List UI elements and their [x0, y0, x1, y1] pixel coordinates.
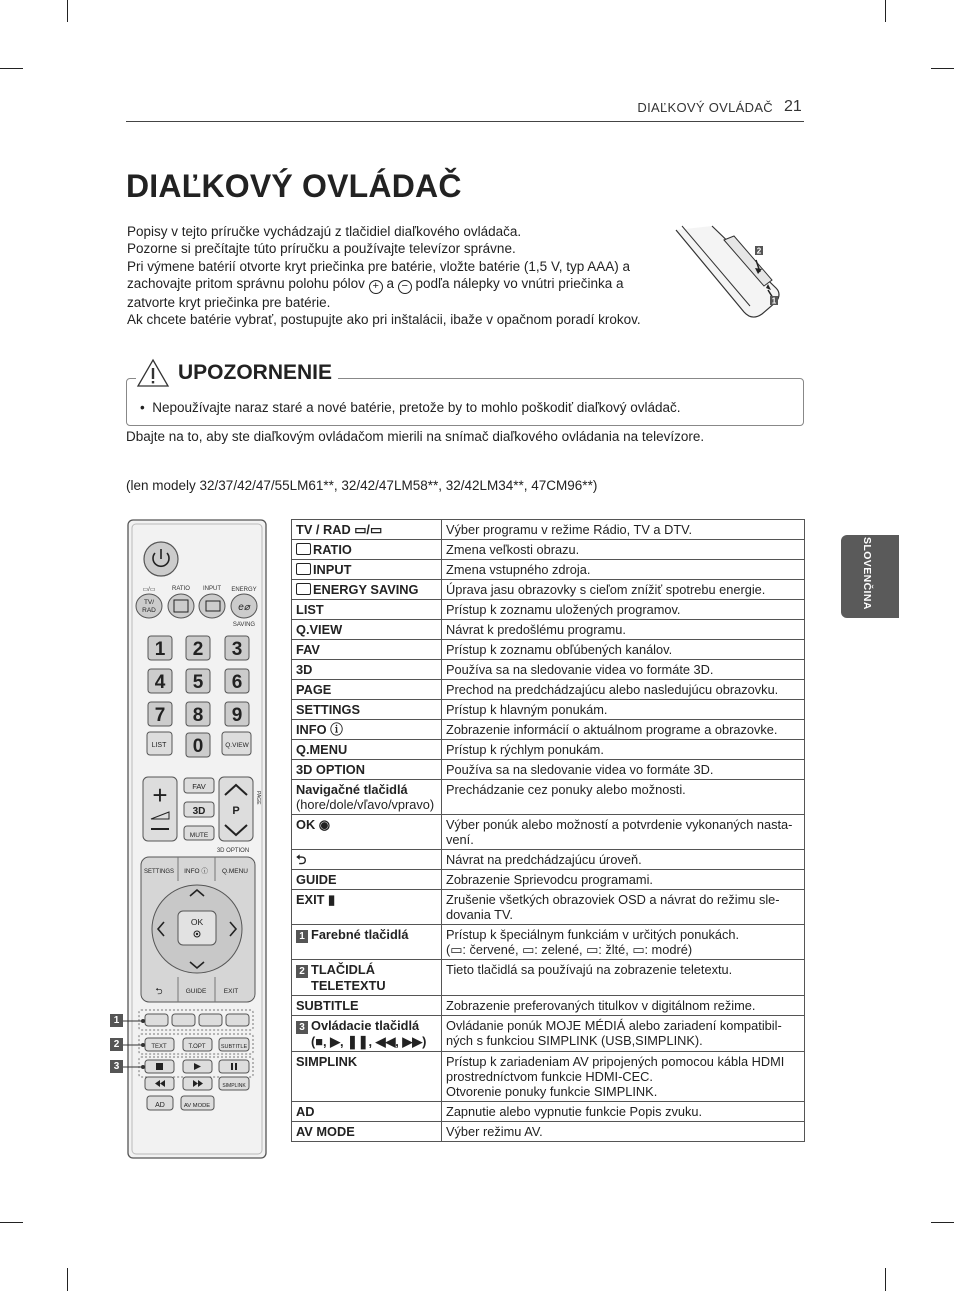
key-desc: Prístup k hlavným ponukám. — [446, 702, 608, 717]
svg-text:RAD: RAD — [142, 607, 156, 614]
svg-text:INPUT: INPUT — [203, 586, 221, 592]
key-table-row — [292, 870, 805, 890]
key-desc: Zapnutie alebo vypnutie funkcie Popis zvuku. — [446, 1104, 703, 1119]
key-name-cell — [292, 560, 442, 580]
key-desc: Používa sa na sledovanie videa vo formáte 3D. — [446, 762, 714, 777]
battery-callout-2: 2 — [756, 246, 762, 256]
key-desc-cell — [442, 700, 805, 720]
svg-text:ENERGY: ENERGY — [231, 587, 257, 593]
key-desc-line2: dovania TV. — [446, 907, 513, 922]
back-button[interactable]: ⮌ — [155, 986, 163, 996]
key-desc: Zobrazenie Sprievodcu programami. — [446, 872, 653, 887]
key-name-cell — [292, 640, 442, 660]
settings-button[interactable]: SETTINGS — [143, 869, 175, 875]
key-desc: Zmena vstupného zdroja. — [446, 562, 591, 577]
digit-label: 8 — [192, 705, 204, 726]
key-name-cell — [292, 960, 442, 996]
warning-triangle-icon — [136, 358, 170, 388]
key-name-cell — [292, 520, 442, 540]
key-name-cell — [292, 620, 442, 640]
key-name-cell — [292, 815, 442, 850]
language-side-tab: SLOVENČINA — [841, 535, 899, 618]
input-button[interactable] — [199, 594, 225, 618]
key-desc-cell — [442, 680, 805, 700]
key-table-row — [292, 1122, 805, 1142]
key-name: TV / RAD ▭/▭ — [296, 522, 383, 537]
key-name-cell — [292, 996, 442, 1016]
key-table-row — [292, 680, 805, 700]
key-desc: Návrat na predchádzajúcu úroveň. — [446, 852, 642, 867]
key-table-row — [292, 1102, 805, 1122]
red-button[interactable] — [145, 1014, 168, 1026]
svg-text:FAV: FAV — [192, 782, 206, 791]
tv-rad-button[interactable] — [136, 594, 162, 618]
key-desc-line3: Otvorenie ponuky funkcie SIMPLINK. — [446, 1084, 658, 1099]
key-name: SIMPLINK — [296, 1054, 358, 1069]
digit-label: 4 — [154, 672, 166, 693]
key-desc: Prechádzanie cez ponuky alebo možnosti. — [446, 782, 686, 797]
crop-mark — [885, 0, 886, 22]
key-desc-cell — [442, 640, 805, 660]
pause-button[interactable] — [219, 1060, 249, 1073]
key-desc: Prístup k zoznamu uložených programov. — [446, 602, 681, 617]
key-name-cell — [292, 740, 442, 760]
key-desc-line2: ných s funkciou SIMPLINK (USB,SIMPLINK). — [446, 1033, 703, 1048]
crop-mark — [885, 1268, 886, 1291]
key-name-cell — [292, 580, 442, 600]
key-name: ⮌ — [296, 852, 307, 867]
page-number: 21 — [784, 98, 802, 115]
key-table-row — [292, 580, 805, 600]
key-name: SETTINGS — [296, 702, 360, 717]
remote-control-illustration — [127, 519, 267, 1159]
key-desc: Návrat k predošlému programu. — [446, 622, 626, 637]
key-desc: Prechod na predchádzajúcu alebo nasledujúcu obrazovku. — [446, 682, 779, 697]
crop-mark — [0, 1222, 23, 1223]
yellow-button[interactable] — [199, 1014, 222, 1026]
svg-text:T.OPT: T.OPT — [188, 1044, 206, 1050]
input-icon — [296, 563, 311, 575]
key-name-cell — [292, 700, 442, 720]
key-name: TLAČIDLÁ — [311, 962, 375, 977]
key-table-row — [292, 925, 805, 960]
key-name: Navigačné tlačidlá — [296, 782, 408, 797]
key-desc: Tieto tlačidlá sa používajú na zobrazenie teletextu. — [446, 962, 733, 977]
key-name-cell — [292, 850, 442, 870]
svg-text:▭/▭: ▭/▭ — [142, 587, 156, 593]
key-table-row — [292, 850, 805, 870]
key-name: RATIO — [313, 542, 352, 557]
key-desc-cell — [442, 1102, 805, 1122]
key-table-row — [292, 720, 805, 740]
key-table-row — [292, 780, 805, 815]
svg-text:3D OPTION: 3D OPTION — [216, 848, 250, 854]
models-note: (len modely 32/37/42/47/55LM61**, 32/42/47LM58**, 32/42LM34**, 47CM96**) — [126, 478, 598, 493]
key-name: GUIDE — [296, 872, 337, 887]
key-name: OK ◉ — [296, 817, 330, 832]
digit-label: 0 — [192, 736, 204, 757]
key-name: SUBTITLE — [296, 998, 359, 1013]
crop-mark — [931, 68, 954, 69]
key-table-row — [292, 600, 805, 620]
battery-callout-1: 1 — [771, 296, 777, 306]
key-table-row — [292, 740, 805, 760]
intro-paragraph — [127, 223, 672, 328]
info-button[interactable]: INFO ⓘ — [184, 868, 208, 875]
key-desc: Zobrazenie informácií o aktuálnom programe a obrazovke. — [446, 722, 778, 737]
crop-mark — [67, 0, 68, 22]
header-rule — [126, 121, 804, 122]
key-name-cell — [292, 1102, 442, 1122]
key-desc-cell — [442, 620, 805, 640]
key-desc-cell — [442, 996, 805, 1016]
key-desc-cell — [442, 850, 805, 870]
key-name-cell — [292, 1052, 442, 1102]
digit-label: 5 — [192, 672, 204, 693]
key-desc-cell — [442, 740, 805, 760]
intro-line: Ak chcete batérie vybrať, postupujte ako pri inštalácii, ibaže v opačnom poradí krokov. — [127, 312, 641, 328]
key-desc: Zrušenie všetkých obrazoviek OSD a návrat do režimu sle- — [446, 892, 780, 907]
callout-leaders — [123, 1010, 145, 1076]
svg-text:TEXT: TEXT — [151, 1044, 167, 1050]
intro-line: Pozorne si prečítajte túto príručku a používajte televízor správne. — [127, 241, 516, 257]
key-name: 3D OPTION — [296, 762, 365, 777]
key-desc: Úprava jasu obrazovky s cieľom znížiť spotrebu energie. — [446, 582, 766, 597]
key-desc-cell — [442, 925, 805, 960]
key-name-cell — [292, 1122, 442, 1142]
key-name: INFO ⓘ — [296, 722, 343, 737]
battery-cover-illustration — [672, 222, 784, 322]
key-name-cell — [292, 540, 442, 560]
key-desc-cell — [442, 780, 805, 815]
key-name-cell — [292, 760, 442, 780]
key-desc-cell — [442, 540, 805, 560]
key-name-cell — [292, 660, 442, 680]
aiming-note: Dbajte na to, aby ste diaľkovým ovládačom mierili na snímač diaľkového ovládania na televízore. — [126, 429, 705, 444]
key-desc: Výber ponúk alebo možností a potvrdenie vykonaných nasta- — [446, 817, 793, 832]
svg-text:TV/: TV/ — [143, 599, 155, 606]
key-desc-cell — [442, 1122, 805, 1142]
svg-text:SUBTITLE: SUBTITLE — [220, 1044, 248, 1050]
key-name: EXIT ▮ — [296, 892, 336, 907]
key-table-row — [292, 1052, 805, 1102]
crop-mark — [0, 68, 23, 69]
green-button[interactable] — [172, 1014, 195, 1026]
key-table-row — [292, 1016, 805, 1052]
remote-callout-1: 1 — [110, 1014, 123, 1027]
caution-bullet: • Nepoužívajte naraz staré a nové batérie, pretože by to mohlo poškodiť diaľkový ovládač. — [140, 400, 681, 415]
svg-text:e⌀: e⌀ — [238, 602, 250, 613]
key-desc: Výber režimu AV. — [446, 1124, 543, 1139]
key-table-row — [292, 560, 805, 580]
key-desc: Zmena veľkosti obrazu. — [446, 542, 580, 557]
key-name-line2: TELETEXTU — [311, 978, 386, 993]
exit-button[interactable]: EXIT — [223, 988, 239, 995]
key-name: PAGE — [296, 682, 332, 697]
svg-text:Q.VIEW: Q.VIEW — [225, 742, 249, 749]
key-name: Q.VIEW — [296, 622, 343, 637]
key-table-row — [292, 996, 805, 1016]
key-desc: Ovládanie ponúk MOJE MÉDIÁ alebo zariadení kompatibil- — [446, 1018, 782, 1033]
callout-number: 1 — [296, 930, 308, 943]
key-desc: Prístup k špeciálnym funkciám v určitých ponukách. — [446, 927, 740, 942]
ratio-icon — [296, 543, 311, 555]
key-name-cell — [292, 890, 442, 925]
key-desc-cell — [442, 520, 805, 540]
minus-pole-icon: − — [398, 280, 412, 294]
key-name-cell — [292, 870, 442, 890]
key-table-row — [292, 815, 805, 850]
caution-title: UPOZORNENIE — [178, 361, 333, 384]
remote-callout-3: 3 — [110, 1060, 123, 1073]
key-name: AV MODE — [296, 1124, 355, 1139]
key-desc-cell — [442, 815, 805, 850]
running-header: DIAĽKOVÝ OVLÁDAČ — [637, 100, 773, 115]
key-desc: Používa sa na sledovanie videa vo formáte 3D. — [446, 662, 714, 677]
key-name-sub: (hore/dole/vľavo/vpravo) — [296, 797, 435, 812]
crop-mark — [931, 1222, 954, 1223]
key-desc-cell — [442, 960, 805, 996]
key-desc-cell — [442, 760, 805, 780]
key-desc-cell — [442, 580, 805, 600]
key-desc-cell — [442, 870, 805, 890]
key-name: 3D — [296, 662, 313, 677]
key-desc: Prístup k rýchlym ponukám. — [446, 742, 604, 757]
guide-button[interactable]: GUIDE — [185, 988, 207, 995]
remote-callout-2: 2 — [110, 1038, 123, 1051]
key-desc-cell — [442, 1052, 805, 1102]
svg-text:SAVING: SAVING — [232, 622, 256, 628]
digit-label: 9 — [231, 705, 243, 726]
caution-heading — [136, 356, 338, 390]
svg-text:OK: OK — [190, 917, 204, 927]
key-name: AD — [296, 1104, 315, 1119]
key-table-row — [292, 960, 805, 996]
intro-line: zachovajte pritom správnu polohu pólov + a − podľa nálepky vo vnútri priečinka a — [127, 275, 624, 292]
key-desc: Výber programu v režime Rádio, TV a DTV. — [446, 522, 693, 537]
key-name-cell — [292, 780, 442, 815]
key-table-row — [292, 760, 805, 780]
blue-button[interactable] — [226, 1014, 249, 1026]
svg-text:RATIO: RATIO — [172, 586, 190, 592]
key-desc-cell — [442, 600, 805, 620]
key-name: FAV — [296, 642, 320, 657]
svg-text:+: + — [152, 780, 168, 810]
key-desc: Prístup k zariadeniam AV pripojených pomocou kábla HDMI — [446, 1054, 785, 1069]
svg-text:MUTE: MUTE — [189, 832, 209, 839]
key-desc-cell — [442, 720, 805, 740]
digit-label: 2 — [192, 639, 204, 660]
crop-mark — [67, 1268, 68, 1291]
key-desc-cell — [442, 660, 805, 680]
intro-line: Pri výmene batérií otvorte kryt priečinka pre batérie, vložte batérie (1,5 V, typ AAA) a — [127, 258, 630, 274]
remote-key-table — [291, 519, 805, 1142]
svg-text:LIST: LIST — [151, 742, 167, 749]
svg-text:AV MODE: AV MODE — [183, 1103, 211, 1109]
digit-label: 7 — [154, 705, 166, 726]
intro-line: zatvorte kryt priečinka pre batérie. — [127, 294, 331, 310]
key-desc-line2: vení. — [446, 832, 474, 847]
key-desc-cell — [442, 560, 805, 580]
digit-label: 6 — [231, 672, 243, 693]
key-desc: Zobrazenie preferovaných titulkov v digitálnom režime. — [446, 998, 756, 1013]
page-title: DIAĽKOVÝ OVLÁDAČ — [126, 168, 462, 204]
key-desc-line2: prostredníctvom funkcie HDMI-CEC. — [446, 1069, 653, 1084]
key-name: LIST — [296, 602, 324, 617]
key-table-row — [292, 890, 805, 925]
key-table-row — [292, 700, 805, 720]
key-name-cell — [292, 680, 442, 700]
plus-pole-icon: + — [369, 280, 383, 294]
key-name-cell — [292, 720, 442, 740]
energy-icon — [296, 583, 311, 595]
svg-text:P: P — [232, 805, 240, 817]
key-name-cell — [292, 1016, 442, 1052]
key-name-line2: (■, ▶, ❚❚, ◀◀, ▶▶) — [311, 1034, 427, 1049]
key-table-row — [292, 540, 805, 560]
svg-text:3D: 3D — [192, 806, 206, 817]
callout-number: 3 — [296, 1021, 308, 1034]
key-table-row — [292, 660, 805, 680]
key-table-row — [292, 520, 805, 540]
digit-label: 3 — [231, 639, 243, 660]
key-name: Ovládacie tlačidlá — [311, 1018, 420, 1033]
key-name: Q.MENU — [296, 742, 348, 757]
svg-text:SIMPLINK: SIMPLINK — [222, 1083, 246, 1089]
key-name: Farebné tlačidlá — [311, 927, 409, 942]
key-desc-cell — [442, 1016, 805, 1052]
key-name-cell — [292, 600, 442, 620]
callout-number: 2 — [296, 965, 308, 978]
key-name-cell — [292, 925, 442, 960]
qmenu-button[interactable]: Q.MENU — [222, 868, 248, 875]
key-name: ENERGY SAVING — [313, 582, 419, 597]
svg-text:PAGE: PAGE — [255, 791, 261, 805]
svg-text:AD: AD — [155, 1102, 165, 1109]
key-desc: Prístup k zoznamu obľúbených kanálov. — [446, 642, 673, 657]
intro-line: Popisy v tejto príručke vychádzajú z tlačidiel diaľkového ovládača. — [127, 224, 522, 239]
key-desc-line2: (▭: červené, ▭: zelené, ▭: žlté, ▭: modré) — [446, 942, 693, 957]
key-table-row — [292, 640, 805, 660]
digit-label: 1 — [154, 639, 166, 660]
key-table-row — [292, 620, 805, 640]
key-desc-cell — [442, 890, 805, 925]
ratio-button[interactable] — [168, 594, 194, 618]
key-name: INPUT — [313, 562, 352, 577]
